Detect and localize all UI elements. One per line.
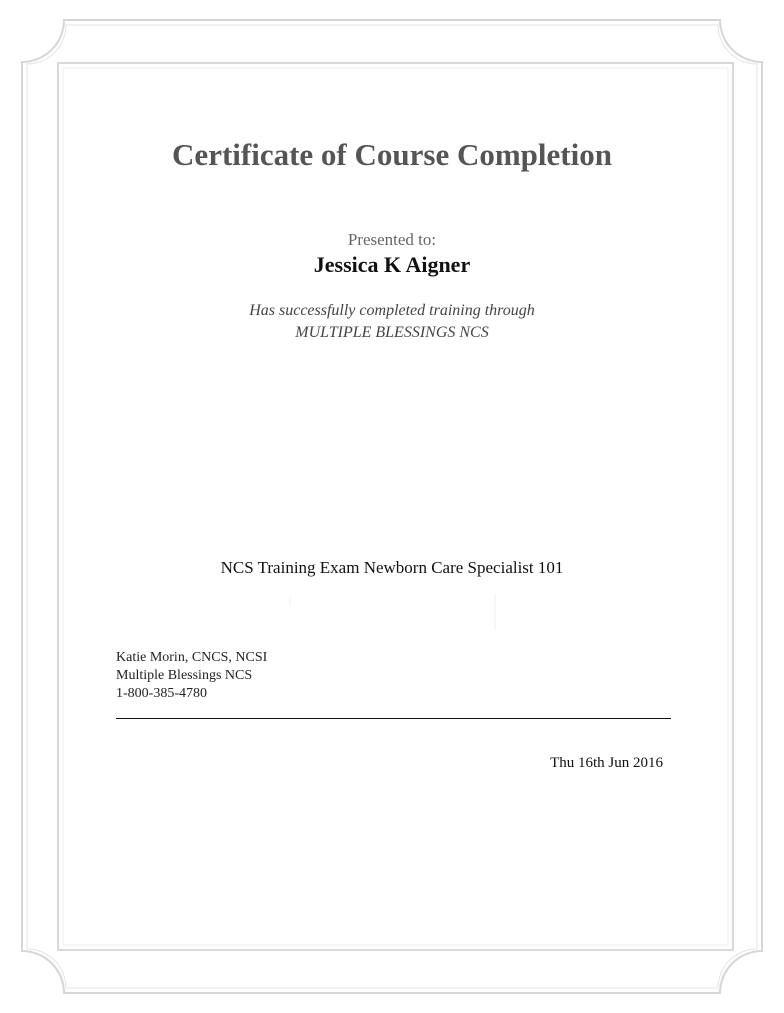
- faint-signature-mark: [288, 590, 496, 632]
- signer-company: Multiple Blessings NCS: [116, 668, 253, 683]
- completion-statement: Has successfully completed training through: [249, 302, 535, 319]
- course-name: NCS Training Exam Newborn Care Specialist 101: [220, 558, 564, 577]
- issue-date: Thu 16th Jun 2016: [550, 755, 663, 771]
- inner-frame-line: [63, 68, 728, 945]
- inner-frame: [58, 63, 733, 950]
- recipient-name: Jessica K Aigner: [313, 252, 471, 277]
- signer-name: Katie Morin, CNCS, NCSI: [116, 650, 268, 665]
- certificate-title: Certificate of Course Completion: [172, 137, 612, 172]
- signer-block: [116, 649, 267, 703]
- organization-name: MULTIPLE BLESSINGS NCS: [295, 324, 489, 341]
- signer-phone: 1-800-385-4780: [116, 686, 207, 701]
- presented-to-label: Presented to:: [347, 230, 437, 249]
- signature-line: [116, 718, 671, 719]
